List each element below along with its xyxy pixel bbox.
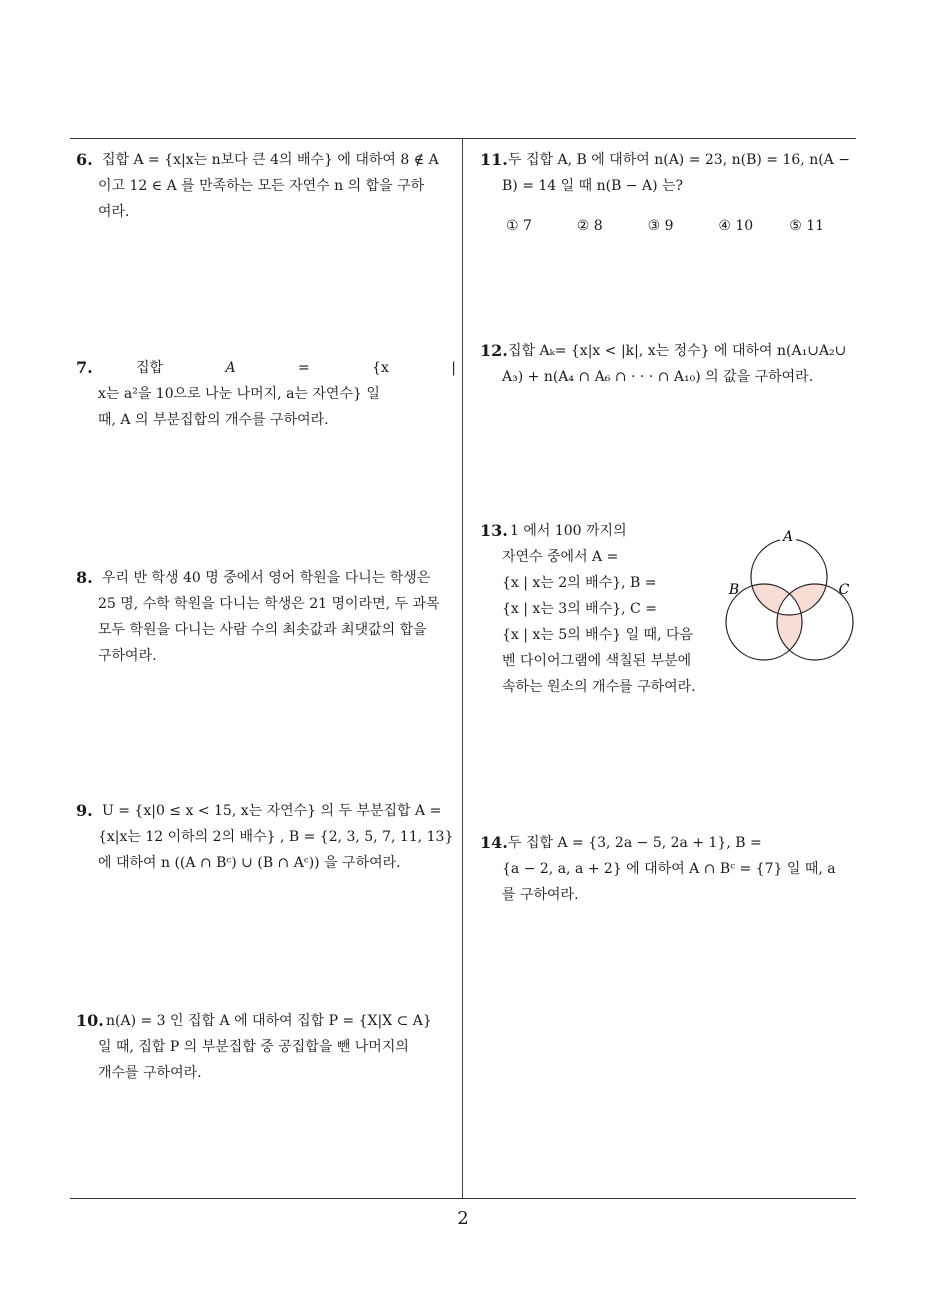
problem-line: 벤 다이어그램에 색칠된 부분에 [502,653,692,669]
problem-line: 속하는 원소의 개수를 구하여라. [502,679,696,695]
problem-line: 일 때, 집합 P 의 부분집합 중 공집합을 뺀 나머지의 [98,1039,409,1055]
problem-line: 개수를 구하여라. [98,1065,202,1081]
problem-6 [76,147,456,225]
problem-line: A₃) + n(A₄ ∩ A₆ ∩ · · · ∩ A₁₀) 의 값을 구하여라. [502,369,814,385]
venn-label-c: C [838,582,850,598]
problem-line: U = {x|0 ≤ x < 15, x는 자연수} 의 두 부분집합 A = [102,803,442,819]
problem-number: 6. [76,150,93,169]
problem-line: 구하여라. [98,648,157,664]
problem-line: 두 집합 A, B 에 대하여 n(A) = 23, n(B) = 16, n(A − [508,152,850,168]
choice-5[interactable]: ⑤ 11 [789,218,825,234]
problem-line: n(A) = 3 인 집합 A 에 대하여 집합 P = {X|X ⊂ A} [106,1013,432,1029]
top-rule [70,138,856,139]
problem-line: 때, A 의 부분집합의 개수를 구하여라. [98,412,329,428]
problem-line: {x | x는 3의 배수}, C = [502,601,657,617]
choice-1[interactable]: ① 7 [506,218,532,234]
answer-choices [480,213,860,239]
text-part: | [451,360,456,376]
page-number: 2 [457,1208,469,1229]
problem-number: 7. [76,358,93,377]
problem-number: 11. [480,150,508,169]
choice-4[interactable]: ④ 10 [718,218,754,234]
problem-line: 집합 Aₖ= {x|x < |k|, x는 정수} 에 대하여 n(A₁∪A₂∪ [508,343,847,359]
problem-line: {a − 2, a, a + 2} 에 대하여 A ∩ Bᶜ = {7} 일 때, a [502,861,836,877]
problem-line: B) = 14 일 때 n(B − A) 는? [502,178,684,194]
problem-line: 여라. [98,204,130,220]
problem-13 [480,518,715,700]
problem-line: 1 에서 100 까지의 [510,523,627,539]
problem-8 [76,565,456,669]
problem-line: 두 집합 A = {3, 2a − 5, 2a + 1}, B = [508,835,762,851]
problem-number: 14. [480,833,508,852]
problem-7 [76,355,456,433]
problem-line: 집합 A = {x|x는 n보다 큰 4의 배수} 에 대하여 8 ∉ A [102,152,439,168]
problem-number: 13. [480,521,508,540]
problem-line: 에 대하여 n ((A ∩ Bᶜ) ∪ (B ∩ Aᶜ)) 을 구하여라. [98,855,401,871]
problem-14 [480,830,860,908]
problem-line: {x|x는 12 이하의 2의 배수} , B = {2, 3, 5, 7, 11, 13} [98,829,454,845]
venn-diagram [716,522,862,666]
bottom-rule [70,1198,856,1199]
text-part: {x [372,360,389,376]
text-part: A [225,360,236,376]
text-part: = [297,360,310,376]
problem-line [76,355,456,381]
problem-number: 9. [76,801,93,820]
choice-2[interactable]: ② 8 [576,218,603,234]
problem-number: 10. [76,1011,104,1030]
problem-line: 를 구하여라. [502,887,579,903]
problem-line: 자연수 중에서 A = [502,549,619,565]
problem-line: {x | x는 5의 배수} 일 때, 다음 [502,627,694,643]
problem-12 [480,338,860,390]
column-divider [462,139,463,1198]
text-part: 집합 [136,360,164,376]
problem-number: 12. [480,341,508,360]
venn-label-a: A [782,529,794,545]
problem-10 [76,1008,456,1086]
problem-line: 이고 12 ∈ A 를 만족하는 모든 자연수 n 의 합을 구하 [98,178,425,194]
venn-label-b: B [728,582,740,598]
problem-line: 25 명, 수학 학원을 다니는 학생은 21 명이라면, 두 과목 [98,596,440,612]
problem-line: 모두 학원을 다니는 사람 수의 최솟값과 최댓값의 합을 [98,622,427,638]
problem-line: {x | x는 2의 배수}, B = [502,575,657,591]
problem-line: 우리 반 학생 40 명 중에서 영어 학원을 다니는 학생은 [102,570,431,586]
problem-11 [480,147,860,239]
problem-line: x는 a²을 10으로 나눈 나머지, a는 자연수} 일 [98,386,380,402]
problem-number: 8. [76,568,93,587]
choice-3[interactable]: ③ 9 [647,218,674,234]
problem-9 [76,798,456,876]
